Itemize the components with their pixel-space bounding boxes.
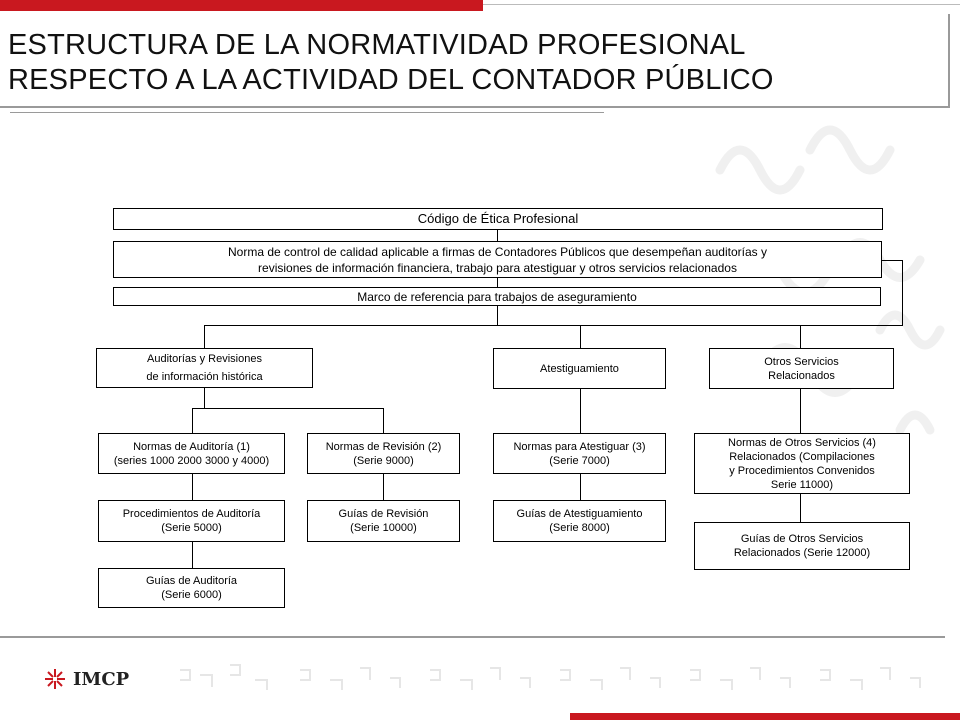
- otros-servicios-line-2: Relacionados: [768, 369, 835, 382]
- connector: [902, 260, 903, 325]
- top-accent-bar: [0, 0, 483, 11]
- guias-auditoria-box: [98, 568, 285, 608]
- connector: [192, 408, 383, 409]
- title-line-1: ESTRUCTURA DE LA NORMATIVIDAD PROFESIONAL: [8, 29, 746, 61]
- footer-line: [0, 636, 945, 638]
- connector: [204, 325, 205, 348]
- normas-atestiguar-line-1: Normas para Atestiguar (3): [513, 440, 646, 453]
- connector: [204, 387, 205, 409]
- guias-revision-line-2: (Serie 10000): [350, 522, 417, 534]
- atestiguamiento-box: [493, 348, 666, 389]
- guias-otros-servicios-box: [694, 522, 910, 570]
- connector: [192, 408, 193, 433]
- atestiguamiento-label: Atestiguamiento: [540, 362, 619, 375]
- connector: [800, 389, 801, 433]
- codigo-etica-label: Código de Ética Profesional: [417, 211, 579, 226]
- otros-servicios-line-1: Otros Servicios: [764, 355, 839, 368]
- otros-servicios-box: [709, 348, 894, 389]
- title-line-2: RESPECTO A LA ACTIVIDAD DEL CONTADOR PÚBLICO: [8, 64, 774, 96]
- imcp-logo: [43, 664, 133, 694]
- normas-otros-line-1: Normas de Otros Servicios (4): [728, 436, 876, 449]
- norma-control-line-2: revisiones de información financiera, trabajo para atestiguar y otros servicios relacionados: [258, 260, 737, 275]
- connector: [881, 260, 903, 261]
- normas-auditoria-line-1: Normas de Auditoría (1): [133, 440, 250, 453]
- procedimientos-line-2: (Serie 5000): [161, 522, 222, 534]
- normas-otros-servicios-box: [694, 433, 910, 494]
- connector: [800, 325, 801, 348]
- guias-auditoria-line-2: (Serie 6000): [161, 589, 222, 601]
- normas-auditoria-box: [98, 433, 285, 474]
- footer-watermark: [160, 650, 960, 710]
- normas-revision-line-1: Normas de Revisión (2): [325, 440, 442, 453]
- normas-otros-line-2: Relacionados (Compilaciones: [729, 450, 875, 463]
- connector: [192, 474, 193, 500]
- connector: [580, 325, 581, 348]
- guias-atestiguamiento-line-1: Guías de Atestiguamiento: [516, 508, 643, 520]
- imcp-star-icon: [43, 667, 67, 691]
- guias-otros-line-2: Relacionados (Serie 12000): [733, 547, 871, 559]
- auditorias-line-1: Auditorías y Revisiones: [147, 353, 262, 365]
- guias-revision-box: [307, 500, 460, 542]
- norma-control-calidad-box: [113, 241, 882, 278]
- page-title: [8, 28, 928, 98]
- codigo-etica-box: [113, 208, 883, 230]
- marco-referencia-label: Marco de referencia para trabajos de aseguramiento: [357, 289, 637, 304]
- marco-referencia-box: [113, 287, 881, 306]
- procedimientos-auditoria-box: [98, 500, 285, 542]
- bottom-accent-bar: [570, 713, 960, 720]
- normas-otros-line-4: Serie 11000): [770, 478, 834, 491]
- normas-otros-line-3: y Procedimientos Convenidos: [729, 464, 875, 477]
- connector: [192, 542, 193, 568]
- connector: [204, 325, 903, 326]
- procedimientos-line-1: Procedimientos de Auditoría: [122, 508, 261, 520]
- normas-atestiguar-box: [493, 433, 666, 474]
- connector: [383, 474, 384, 500]
- title-underline: [10, 112, 604, 113]
- connector: [383, 408, 384, 433]
- guias-atestiguamiento-box: [493, 500, 666, 542]
- connector: [580, 474, 581, 500]
- connector: [580, 389, 581, 433]
- connector: [800, 494, 801, 522]
- auditorias-revisiones-box: [96, 348, 313, 388]
- normas-revision-box: [307, 433, 460, 474]
- top-gray-line: [483, 4, 960, 5]
- normas-auditoria-line-2: (series 1000 2000 3000 y 4000): [113, 454, 270, 467]
- auditorias-line-2: de información histórica: [146, 371, 263, 383]
- normas-atestiguar-line-2: (Serie 7000): [549, 454, 610, 467]
- logo-text: IMCP: [73, 668, 130, 690]
- guias-auditoria-line-1: Guías de Auditoría: [145, 575, 238, 587]
- norma-control-line-1: Norma de control de calidad aplicable a firmas de Contadores Públicos que desempeñan auditorías y: [228, 244, 767, 259]
- guias-revision-line-1: Guías de Revisión: [338, 508, 429, 520]
- guias-atestiguamiento-line-2: (Serie 8000): [549, 522, 610, 534]
- normas-revision-line-2: (Serie 9000): [353, 454, 414, 467]
- guias-otros-line-1: Guías de Otros Servicios: [740, 533, 864, 545]
